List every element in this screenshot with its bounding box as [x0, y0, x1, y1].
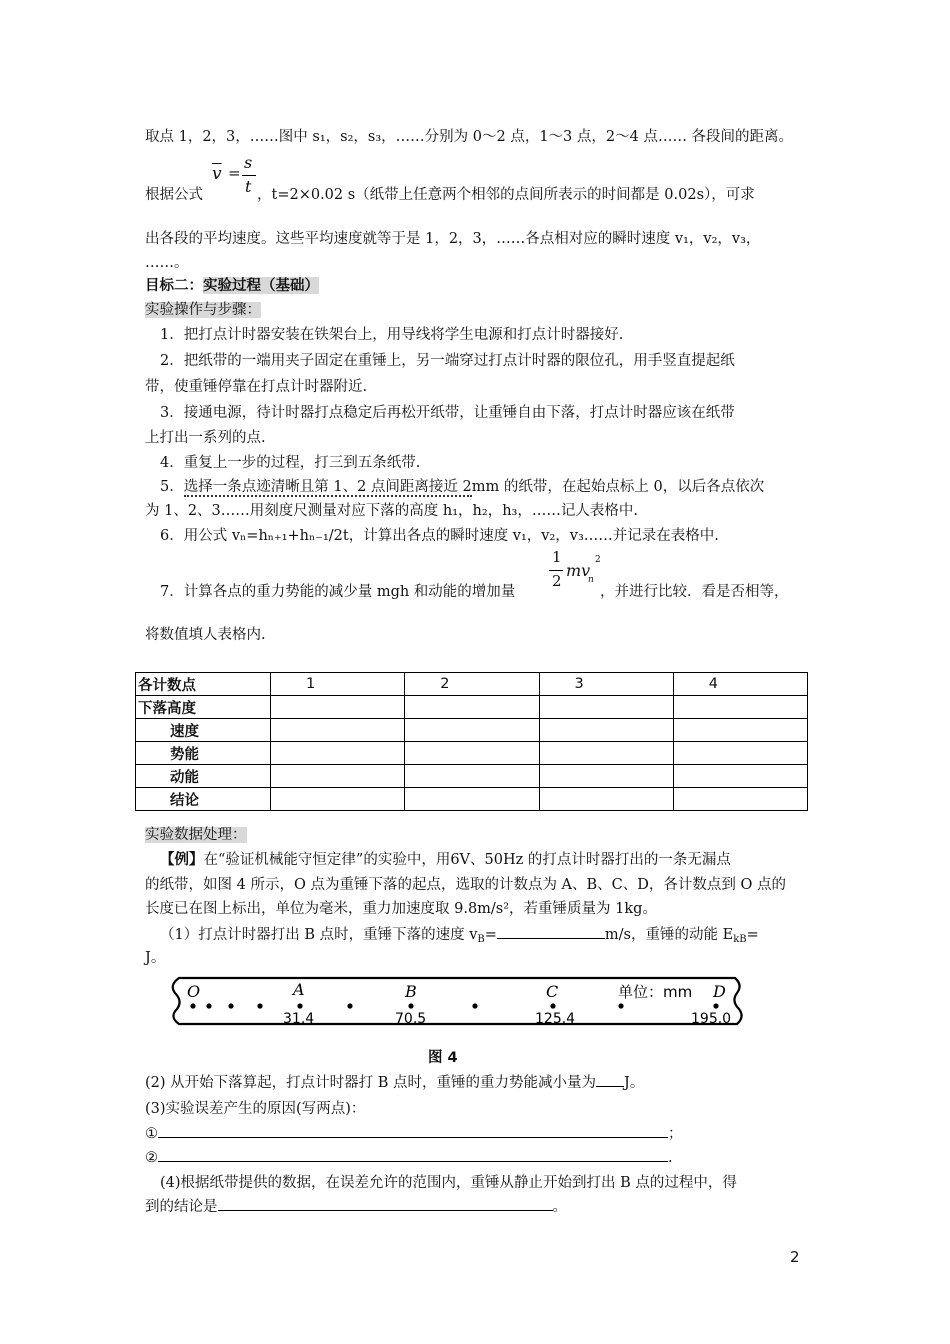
question-2: (2) 从开始下落算起，打点计时器打 B 点时，重锤的重力势能减小量为 J。 [145, 1075, 645, 1091]
text-line: ，t=2×0.02 s（纸带上任意两个相邻的点间所表示的时间都是 0.02s），可求 [257, 187, 755, 203]
tape-dot [228, 1003, 233, 1008]
point-label-C: C [546, 982, 559, 1001]
subsection-heading: 实验数据处理： [145, 827, 247, 843]
tape-dot [347, 1003, 352, 1008]
text-line: ……。 [145, 255, 189, 271]
table-row: 速度 [136, 719, 808, 742]
question-3-item-2: ② . [145, 1150, 673, 1166]
answer-blank[interactable] [596, 1086, 624, 1087]
example-line: 长度已在图上标出，单位为毫米，重力加速度取 9.8m/s²，若重锤质量为 1kg。 [145, 901, 657, 917]
step-6: 6．用公式 vₙ=hₙ₊₁+hₙ₋₁/2t，计算出各点的瞬时速度 v₁，v₂，v₃……并记录在表格中. [160, 528, 719, 544]
tape-dot [257, 1003, 262, 1008]
text-line: 根据公式 [145, 187, 203, 203]
answer-blank[interactable] [497, 938, 605, 939]
question-3: (3)实验误差产生的原因(写两点)： [145, 1101, 366, 1117]
step-2-cont: 带，使重锤停靠在打点计时器附近. [145, 379, 368, 395]
question-4-cont: 到的结论是 。 [145, 1199, 567, 1215]
point-label-D: D [713, 982, 726, 1001]
table-row: 下落高度 [136, 696, 808, 719]
tape-dot [206, 1003, 211, 1008]
data-table [135, 672, 808, 811]
question-1-cont: J。 [145, 950, 166, 966]
example-line: 的纸带，如图 4 所示，O 点为重锤下落的起点，选取的计数点为 A、B、C、D，各计数点到 O 点的 [145, 877, 786, 893]
step-4: 4．重复上一步的过程，打三到五条纸带. [160, 455, 421, 471]
step-3: 3．接通电源，待计时器打点稳定后再松开纸带，让重锤自由下落，打点计时器应该在纸带 [160, 405, 735, 421]
page-number: 2 [790, 1248, 800, 1266]
step-3-cont: 上打出一系列的点. [145, 430, 266, 446]
tape-dot [297, 1003, 302, 1008]
question-1: （1）打点计时器打出 B 点时，重锤下落的速度 $v_B= m/s$，重锤的动能 $E_{kB}=$ [160, 927, 759, 945]
step-1: 1．把打点计时器安装在铁架台上，用导线将学生电源和打点计时器接好. [160, 327, 624, 343]
table-row: 动能 [136, 765, 808, 788]
tape-dot [550, 1003, 555, 1008]
distance-label: 195.0 [691, 1011, 732, 1027]
unit-label: 单位：mm [618, 983, 693, 1001]
text-line: 出各段的平均速度。这些平均速度就等于是 1，2，3，……各点相对应的瞬时速度 v₁，v₂，v₃， [145, 231, 761, 247]
text-line: 取点 1，2，3，……图中 s₁，s₂，s₃，……分别为 0～2 点，1～3 点，2～4 点…… 各段间的距离。 [145, 129, 794, 145]
tape-dot [713, 1003, 718, 1008]
step-7: 7．计算各点的重力势能的减少量 mgh 和动能的增加量 [160, 584, 516, 600]
answer-blank[interactable] [158, 1161, 668, 1162]
distance-label: 31.4 [283, 1011, 315, 1027]
point-label-O: O [187, 982, 201, 1001]
step-2: 2．把纸带的一端用夹子固定在重锤上，另一端穿过打点计时器的限位孔，用手竖直提起纸 [160, 353, 735, 369]
answer-blank[interactable] [158, 1137, 668, 1138]
tape-dot [190, 1003, 195, 1008]
tape-dot [618, 1003, 623, 1008]
tape-dot [472, 1003, 477, 1008]
table-row: 结论 [136, 788, 808, 811]
distance-label: 70.5 [395, 1011, 427, 1027]
subsection-heading: 实验操作与步骤： [145, 302, 261, 318]
distance-label: 125.4 [535, 1011, 576, 1027]
paper-tape-figure [163, 975, 743, 1027]
step-5: 5．选择一条点迹清晰且第 1、2 点间距离接近 2mm 的纸带，在起始点标上 0，以后各点依次 [160, 479, 765, 495]
question-4: (4)根据纸带提供的数据，在误差允许的范围内，重锤从静止开始到打出 B 点的过程中，得 [160, 1175, 737, 1191]
section-heading: 目标二：实验过程（基础） [145, 277, 319, 294]
step-7-cont: ，并进行比较．看是否相等， [600, 584, 789, 600]
point-label-A: A [293, 980, 305, 999]
tape-dot [408, 1003, 413, 1008]
step-5-cont: 为 1、2、3……用刻度尺测量对应下落的高度 h₁，h₂，h₃，……记人表格中. [145, 503, 638, 519]
table-row: 势能 [136, 742, 808, 765]
example-line: 【例】在“验证机械能守恒定律”的实验中，用6V、50Hz 的打点计时器打出的一条无漏点 [160, 851, 731, 868]
point-label-B: B [405, 982, 417, 1001]
table-row: 各计数点 1 2 3 4 [136, 673, 808, 696]
step-7-end: 将数值填人表格内. [145, 627, 266, 643]
figure-caption: 图 4 [428, 1050, 458, 1066]
question-3-item-1: ① ； [145, 1126, 683, 1142]
answer-blank[interactable] [218, 1210, 553, 1211]
